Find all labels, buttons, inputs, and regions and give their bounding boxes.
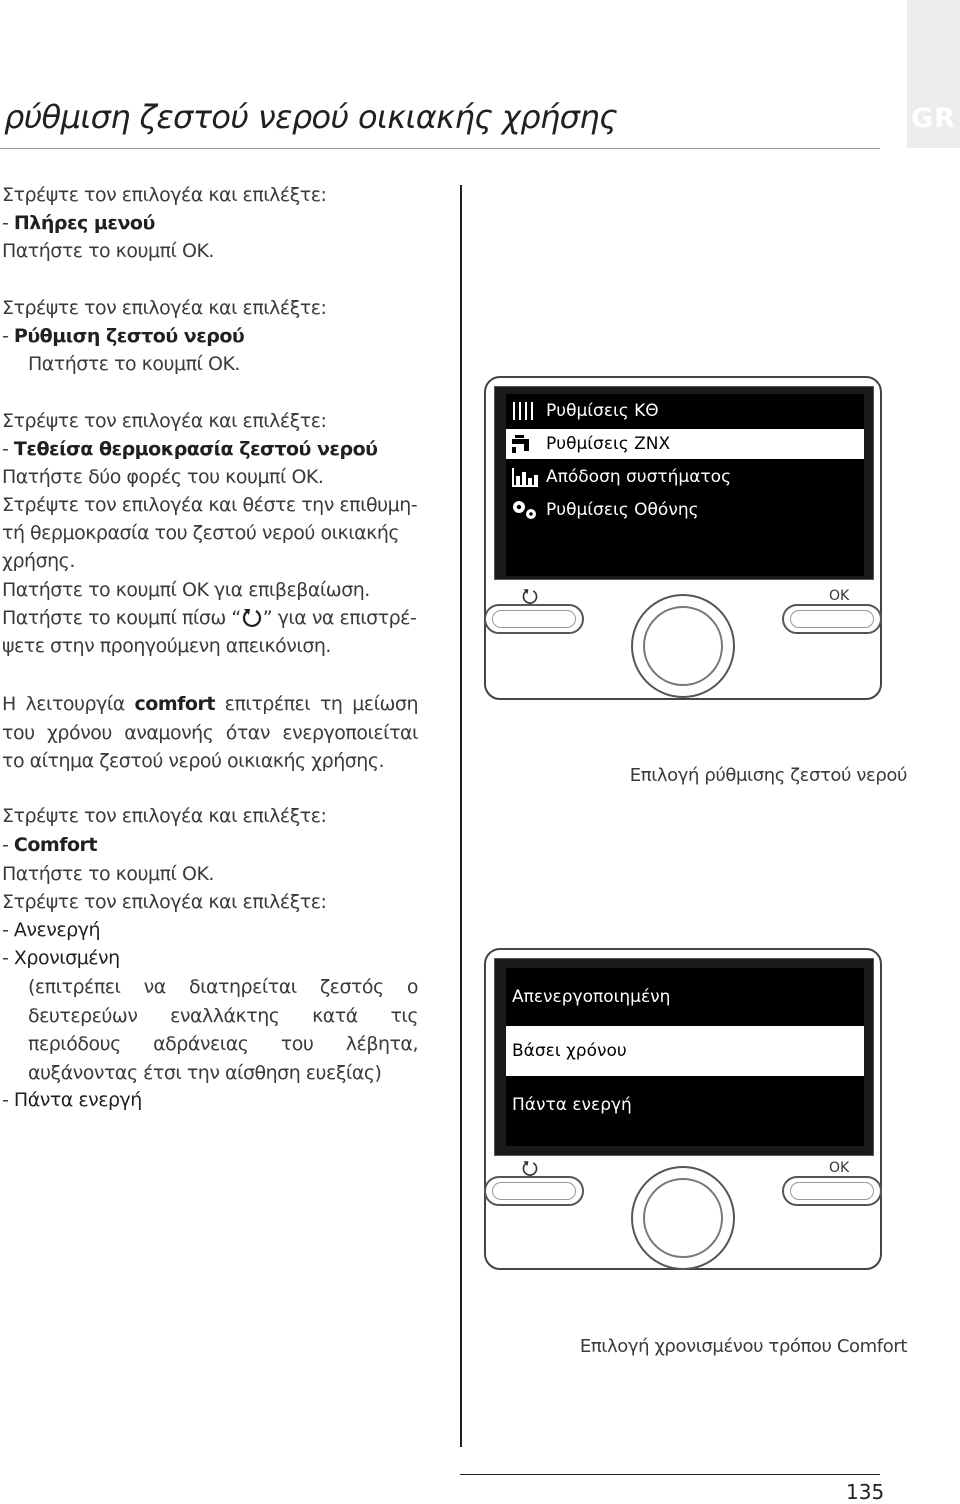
instruction-line: χρήσης.	[2, 550, 75, 572]
instruction-line	[2, 209, 155, 238]
thermostat-device-comfort	[484, 948, 882, 1270]
column-divider	[460, 185, 462, 1447]
faucet-icon	[510, 433, 540, 455]
bar-chart-icon	[510, 466, 540, 488]
selector-knob[interactable]	[631, 1166, 735, 1270]
instruction-line: Στρέψτε τον επιλογέα και επιλέξτε:	[2, 410, 327, 432]
comfort-paragraph: Η λειτουργία comfort επιτρέπει τη μείωση του χρόνου αναμονής όταν ενεργοποιείται το αίτημα ζεστού νερού οικιακής χρήσης.	[2, 693, 418, 772]
instruction-line: τή θερμοκρασία του ζεστού νερού οικιακής	[2, 522, 400, 544]
instruction-line: Πατήστε το κουμπί πίσω “ ” για να επιστρέ-	[2, 607, 417, 629]
option-always-on: Πάντα ενεργή	[13, 1089, 142, 1111]
option-line: - Ανενεργή	[2, 919, 101, 941]
ok-button[interactable]	[782, 1176, 882, 1206]
option-off: Ανενεργή	[13, 919, 101, 941]
comfort-option-timed[interactable]: Βάσει χρόνου	[506, 1026, 864, 1076]
menu-item-label: Ρυθμίσεις ΖΝΧ	[546, 434, 671, 454]
lcd-screen	[506, 394, 864, 576]
menu-path-step: Ρύθμιση ζεστού νερού	[13, 325, 245, 347]
menu-item-system-performance[interactable]	[506, 462, 864, 492]
ok-button-label: OK	[829, 588, 850, 604]
option-timed: Χρονισμένη	[13, 947, 120, 969]
comfort-option-disabled[interactable]: Απενεργοποιημένη	[512, 987, 671, 1007]
menu-path-step: Πλήρες μενού	[13, 212, 155, 234]
instruction-line: Πατήστε το κουμπί OK για επιβεβαίωση.	[2, 579, 370, 601]
dash: -	[2, 438, 14, 460]
title-divider	[0, 148, 880, 149]
page-number: 135	[846, 1480, 885, 1504]
instruction-line: ψετε στην προηγούμενη απεικόνιση.	[2, 635, 331, 657]
comfort-term: comfort	[134, 693, 215, 715]
instruction-line: Στρέψτε τον επιλογέα και επιλέξτε:	[2, 805, 327, 827]
menu-item-label: Απόδοση συστήματος	[546, 467, 732, 487]
gears-icon	[510, 499, 540, 521]
language-tab	[907, 0, 960, 148]
language-tab-label: GR	[911, 103, 956, 134]
option-note: (επιτρέπει να διατηρείται ζεστός ο δευτερεύων εναλλάκτης κατά τις περιόδους αδράνειας του λέβητα, αυξάνοντας έτσι την αίσθηση ευεξίας)	[28, 976, 418, 1084]
back-arrow-icon	[521, 1158, 539, 1176]
option-line: - Πάντα ενεργή	[2, 1089, 142, 1111]
ok-button[interactable]	[782, 604, 882, 634]
ok-button-label: OK	[829, 1160, 850, 1176]
instruction-line: Στρέψτε τον επιλογέα και επιλέξτε:	[2, 184, 327, 206]
selector-knob[interactable]	[631, 594, 735, 698]
menu-item-heating-settings[interactable]	[506, 396, 864, 426]
instruction-line: Στρέψτε τον επιλογέα και επιλέξτε:	[2, 891, 327, 913]
back-button[interactable]	[484, 604, 584, 634]
menu-item-dhw-settings[interactable]	[506, 429, 864, 459]
instruction-line: Πατήστε δύο φορές του κουμπί OK.	[2, 466, 324, 488]
footer-rule	[460, 1474, 880, 1475]
instruction-line: Στρέψτε τον επιλογέα και επιλέξτε:	[2, 297, 327, 319]
comfort-option-always-on[interactable]: Πάντα ενεργή	[512, 1095, 632, 1115]
thermostat-device-menu	[484, 376, 882, 700]
instruction-line	[2, 435, 377, 464]
back-arrow-icon	[241, 605, 263, 627]
back-arrow-icon	[521, 586, 539, 604]
figure-caption: Επιλογή χρονισμένου τρόπου Comfort	[579, 1336, 907, 1357]
instruction-line: Πατήστε το κουμπί OK.	[2, 240, 214, 262]
menu-item-label: Ρυθμίσεις Οθόνης	[546, 500, 699, 520]
instruction-line: Πατήστε το κουμπί OK.	[28, 353, 240, 375]
dash: -	[2, 212, 14, 234]
page-title: ρύθμιση ζεστού νερού οικιακής χρήσης	[4, 98, 618, 136]
figure-caption: Επιλογή ρύθμισης ζεστού νερού	[629, 765, 907, 786]
back-button[interactable]	[484, 1176, 584, 1206]
menu-item-label: Ρυθμίσεις ΚΘ	[546, 401, 659, 421]
lcd-screen	[506, 968, 864, 1146]
radiator-icon	[510, 400, 540, 422]
menu-path-step: Τεθείσα θερμοκρασία ζεστού νερού	[13, 438, 378, 460]
instruction-line: Στρέψτε τον επιλογέα και θέστε την επιθυμη-	[2, 494, 418, 516]
dash: -	[2, 325, 14, 347]
menu-path-step: Comfort	[13, 834, 97, 856]
instruction-line: Πατήστε το κουμπί OK.	[2, 863, 214, 885]
option-line: - Χρονισμένη	[2, 947, 120, 969]
instruction-line	[2, 322, 244, 351]
instruction-line: - Comfort	[2, 834, 97, 856]
menu-item-display-settings[interactable]	[506, 495, 864, 525]
